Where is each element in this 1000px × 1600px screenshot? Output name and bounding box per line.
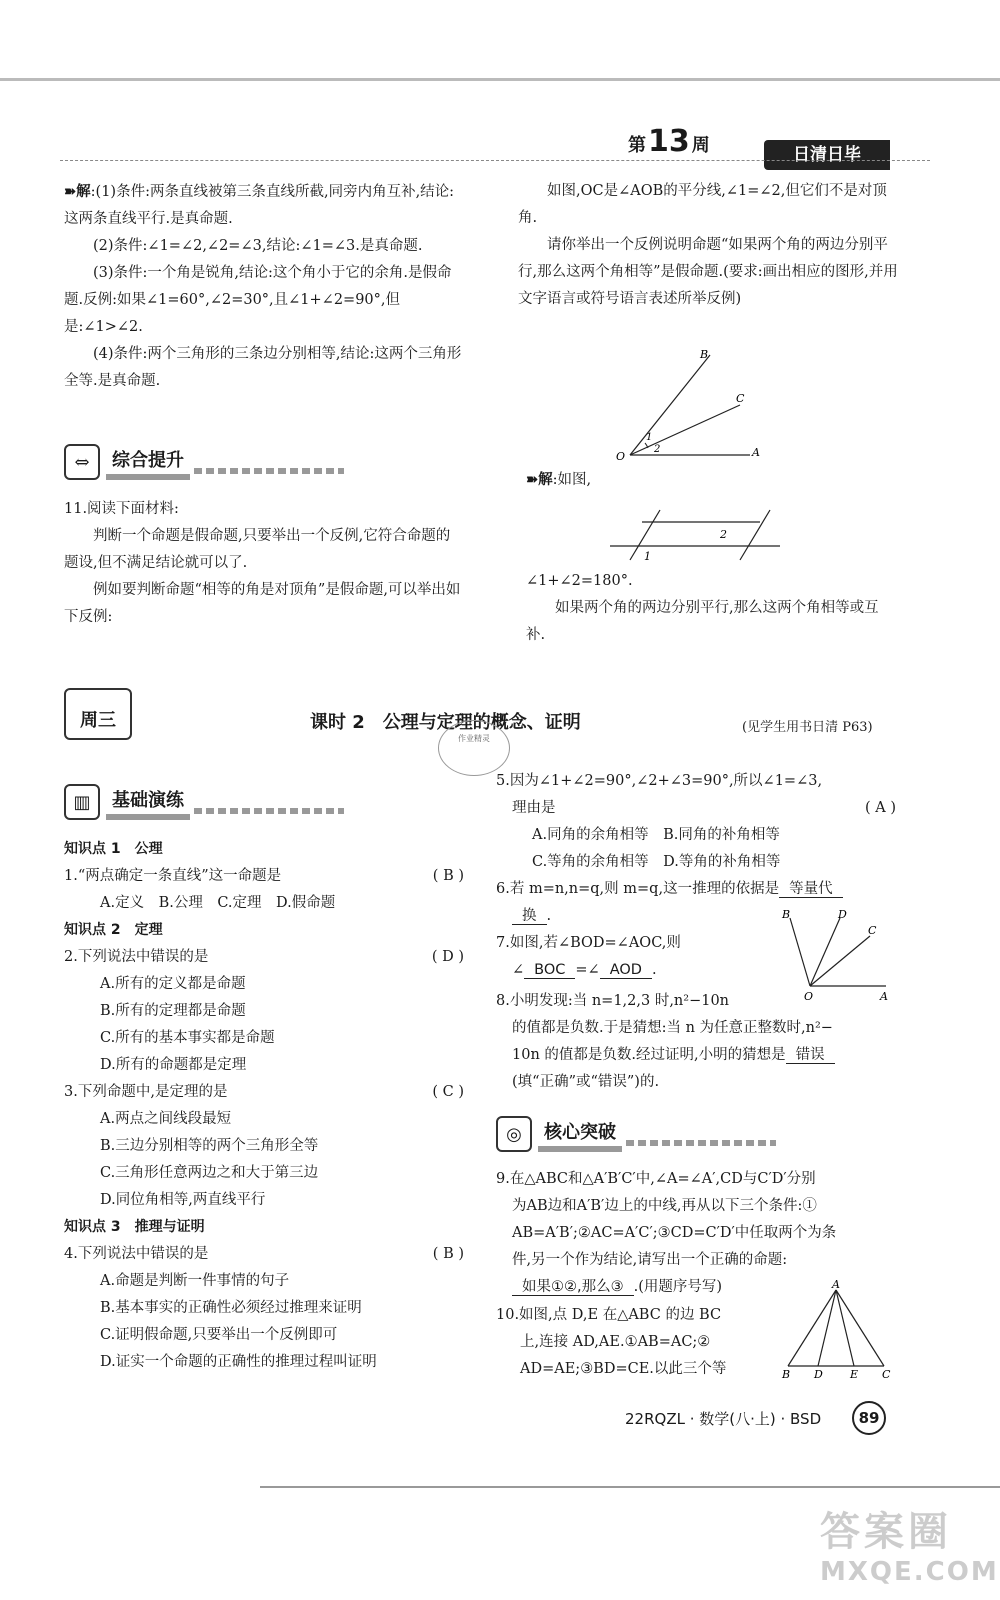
parallel-angles-figure: [600, 500, 800, 570]
solution-label: 解: [76, 183, 91, 200]
q3-answer: ( C ): [432, 1084, 464, 1100]
q4-option: B.基本事实的正确性必须经过推理来证明: [100, 1300, 362, 1316]
week-number: 13: [648, 124, 690, 159]
section-title: 综合提升: [106, 444, 190, 480]
q4-option: D.证实一个命题的正确性的推理过程叫证明: [100, 1354, 377, 1370]
target-icon: ◎: [496, 1116, 532, 1152]
section-stripe: [194, 468, 344, 474]
q8-line: 的值都是负数.于是猜想:当 n 为任意正整数时,n²−: [512, 1020, 833, 1036]
week-label: [628, 124, 710, 159]
double-arrow-icon: ⇔: [64, 444, 100, 480]
question-11: [64, 496, 464, 631]
fig10-label: A: [832, 1280, 840, 1291]
q8-line: (填“正确”或“错误”)的.: [512, 1074, 660, 1090]
q4-stem: 4.下列说法中错误的是: [64, 1246, 209, 1262]
question-7: [496, 930, 786, 984]
q9-line: 件,另一个作为结论,请写出一个正确的命题:: [512, 1252, 788, 1268]
q10-line: 10.如图,点 D,E 在△ABC 的边 BC: [496, 1307, 722, 1323]
q8-line: 10n 的值都是负数.经过证明,小明的猜想是: [512, 1047, 786, 1063]
q6-post: .: [546, 908, 552, 924]
section-header-jichu: [64, 784, 344, 820]
q5-stem-cont: 理由是: [512, 800, 556, 816]
footer-code: 22RQZL · 数学(八·上) · BSD: [625, 1410, 822, 1428]
left-solution: [64, 178, 464, 395]
solution-line: :(1)条件:两条直线被第三条直线所截,同旁内角互补,结论:这两条直线平行.是真命题.: [64, 184, 455, 227]
q3-option: A.两点之间线段最短: [100, 1111, 232, 1127]
q9-line: 为AB边和A′B′边上的中线,再从以下三个条件:①: [512, 1198, 817, 1214]
q9-line: 9.在△ABC和△A′B′C′中,∠A=∠A′,CD与C′D′分别: [496, 1171, 816, 1187]
page-number: 89: [852, 1401, 886, 1435]
q2-option: D.所有的命题都是定理: [100, 1057, 247, 1073]
q3-option: B.三边分别相等的两个三角形全等: [100, 1138, 319, 1154]
q2-option: B.所有的定理都是命题: [100, 1003, 246, 1019]
reference-note: (见学生用书日清 P63): [742, 720, 873, 735]
fig10-label: B: [782, 1368, 791, 1380]
q5-stem: 5.因为∠1+∠2=90°,∠2+∠3=90°,所以∠1=∠3,: [496, 773, 823, 789]
solution-line: (3)条件:一个角是锐角,结论:这个角小于它的余角.是假命题.反例:如果∠1=60°,∠2=30°,且∠1+∠2=90°,但是:∠1>∠2.: [64, 265, 452, 335]
q6-answer-blank: 等量代: [779, 881, 843, 898]
q4-option: C.证明假命题,只要举出一个反例即可: [100, 1327, 338, 1343]
q5-option: C.等角的余角相等 D.等角的补角相等: [532, 854, 781, 870]
q10-line: AD=AE;③BD=CE.以此三个等: [520, 1361, 727, 1377]
section-header-hexin: [496, 1116, 776, 1152]
q9-answer-blank: 如果①②,那么③: [512, 1279, 634, 1296]
header-divider: [60, 160, 930, 161]
q5-option: A.同角的余角相等 B.同角的补角相等: [532, 827, 780, 843]
q1-stem: 1.“两点确定一条直线”这一命题是: [64, 868, 282, 884]
q1-options: A.定义 B.公理 C.定理 D.假命题: [100, 895, 336, 911]
q7-answer-blank: AOD: [600, 962, 652, 979]
fig7-label: A: [880, 990, 888, 1002]
q2-answer: ( D ): [431, 949, 464, 965]
fig1-label: B: [700, 348, 709, 361]
q7-post: .: [651, 962, 657, 978]
fig7-label: B: [782, 908, 791, 921]
section-stripe: [626, 1140, 776, 1146]
watermark: [820, 1500, 999, 1587]
q9-post: .(用题序号写): [633, 1279, 723, 1295]
q8-line: 8.小明发现:当 n=1,2,3 时,n²−10n: [496, 993, 730, 1009]
left-questions: [64, 836, 464, 1376]
right-solution-head: [526, 466, 726, 494]
knowledge-point: 知识点 1 公理: [64, 841, 163, 857]
q6-stem: 6.若 m=n,n=q,则 m=q,这一推理的依据是: [496, 881, 780, 897]
question-10: [496, 1302, 786, 1383]
bar-chart-icon: ▥: [64, 784, 100, 820]
q3-stem: 3.下列命题中,是定理的是: [64, 1084, 228, 1100]
q11-line: 判断一个命题是假命题,只要举出一个反例,它符合命题的题设,但不满足结论就可以了.: [64, 528, 451, 571]
fig7-label: C: [868, 924, 877, 937]
solution-line: (2)条件:∠1=∠2,∠2=∠3,结论:∠1=∠3.是真命题.: [93, 238, 423, 254]
solution-arrow-icon: ➽: [526, 471, 539, 488]
question-8: [496, 988, 900, 1096]
daily-badge: 日清日毕: [764, 140, 890, 170]
q9-line: AB=A′B′;②AC=A′C′;③CD=C′D′中任取两个为条: [512, 1225, 837, 1241]
weekday-tag: 周三: [64, 688, 132, 740]
q7-answer-blank: BOC: [524, 962, 575, 979]
stamp-text: 作业精灵: [458, 734, 490, 743]
fig10-label: D: [814, 1368, 823, 1380]
q7-stem: 7.如图,若∠BOD=∠AOC,则: [496, 935, 681, 951]
q8-answer-blank: 错误: [786, 1047, 835, 1064]
q7-equals: =∠: [575, 962, 600, 978]
fig1-label: O: [616, 450, 626, 463]
q11-task: 请你举出一个反例说明命题“如果两个角的两边分别平行,那么这两个角相等”是假命题.(要求:画出相应的图形,并用文字语言或符号语言表述所举反例): [518, 237, 898, 307]
section-title: 核心突破: [538, 1116, 622, 1152]
solution-arrow-icon: ➽: [64, 183, 77, 200]
solution-conclusion: 如果两个角的两边分别平行,那么这两个角相等或互补.: [526, 600, 879, 643]
fig10-label: E: [850, 1368, 859, 1380]
knowledge-point: 知识点 2 定理: [64, 922, 163, 938]
lesson-title: 课时 2 公理与定理的概念、证明: [310, 712, 581, 733]
q5-answer: ( A ): [864, 800, 896, 816]
q2-option: C.所有的基本事实都是命题: [100, 1030, 275, 1046]
top-border: [0, 78, 1000, 81]
q10-triangle-figure: [780, 1280, 900, 1380]
fig1-label: A: [752, 446, 760, 459]
section-stripe: [194, 808, 344, 814]
q4-answer: ( B ): [432, 1246, 464, 1262]
q2-option: A.所有的定义都是命题: [100, 976, 246, 992]
angle-bisector-figure: [600, 340, 780, 470]
q11-line: 11.阅读下面材料:: [64, 501, 179, 517]
q11-continued: 如图,OC是∠AOB的平分线,∠1=∠2,但它们不是对顶角.: [518, 183, 887, 226]
fig1-label: 2: [654, 444, 661, 455]
fig10-label: C: [882, 1368, 891, 1380]
solution-label: 解: [538, 471, 553, 488]
section-header-zonghe: [64, 444, 344, 480]
fig7-label: O: [804, 990, 814, 1002]
q11-line: 例如要判断命题“相等的角是对顶角”是假命题,可以举出如下反例:: [64, 582, 461, 625]
week-post: 周: [691, 135, 710, 156]
q10-line: 上,连接 AD,AE.①AB=AC;②: [520, 1334, 711, 1350]
watermark-url: MXQE.COM: [820, 1557, 999, 1587]
q7-angle: ∠: [512, 962, 525, 978]
q4-option: A.命题是判断一件事情的句子: [100, 1273, 290, 1289]
angle-sum-equation: ∠1+∠2=180°.: [526, 573, 633, 589]
q3-option: D.同位角相等,两直线平行: [100, 1192, 266, 1208]
right-solution-body: [526, 568, 896, 649]
watermark-logo: 答案圈: [820, 1509, 952, 1555]
fig1-label: C: [736, 392, 745, 405]
right-text: [518, 178, 898, 313]
q6-answer-blank: 换: [512, 908, 547, 925]
fig2-label: 2: [720, 528, 727, 541]
knowledge-point: 知识点 3 推理与证明: [64, 1219, 205, 1235]
fig2-label: 1: [644, 550, 651, 563]
solution-line: (4)条件:两个三角形的三条边分别相等,结论:这两个三角形全等.是真命题.: [64, 346, 462, 389]
fig1-label: 1: [646, 432, 653, 443]
q2-stem: 2.下列说法中错误的是: [64, 949, 209, 965]
q3-option: C.三角形任意两边之和大于第三边: [100, 1165, 319, 1181]
q1-answer: ( B ): [432, 868, 464, 884]
bottom-border: [260, 1486, 1000, 1488]
fig7-label: D: [838, 908, 847, 921]
week-pre: 第: [628, 135, 646, 156]
solution-text: :如图,: [552, 472, 592, 488]
section-title: 基础演练: [106, 784, 190, 820]
